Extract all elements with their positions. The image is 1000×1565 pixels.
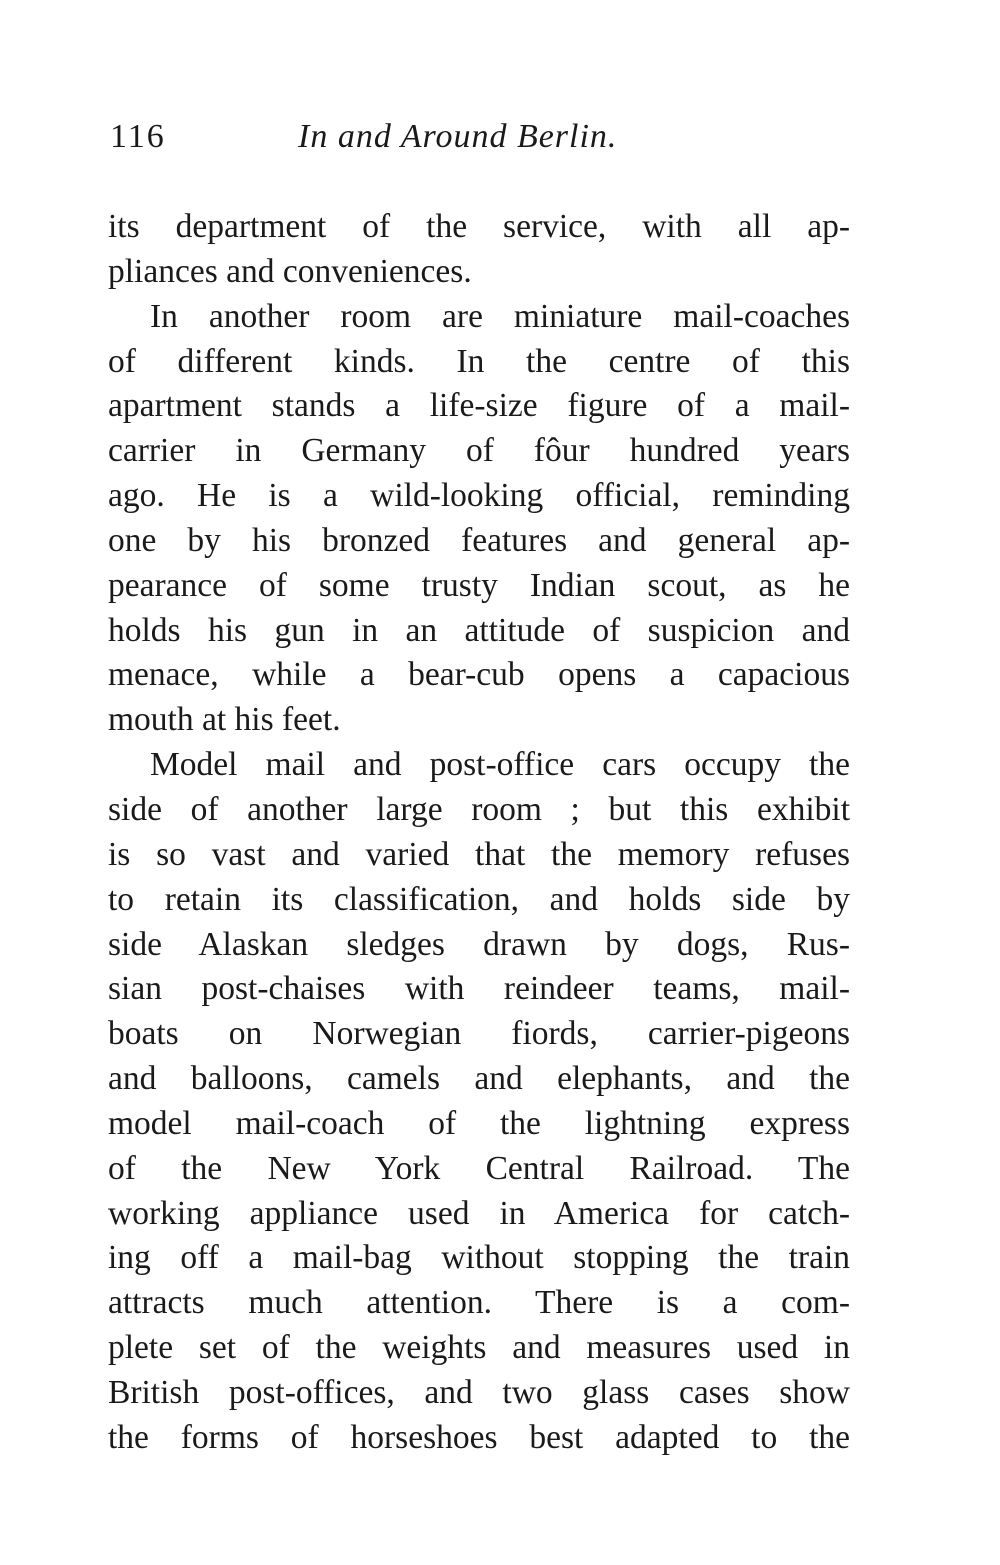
text-line: pliances and conveniences.	[108, 252, 472, 290]
text-line: boats on Norwegian fiords, carrier-pigeons	[108, 1015, 850, 1053]
page-header	[110, 118, 870, 168]
text-line: Model mail and post-office cars occupy the	[150, 746, 850, 784]
text-line: side of another large room ; but this exhibit	[108, 790, 850, 828]
text-line: ing off a mail-bag without stopping the train	[108, 1239, 850, 1277]
text-line: is so vast and varied that the memory refuses	[108, 835, 850, 873]
text-line: British post-offices, and two glass cases show	[108, 1373, 850, 1411]
text-line: carrier in Germany of fôur hundred years	[108, 432, 850, 470]
text-line: menace, while a bear-cub opens a capacious	[108, 656, 850, 694]
text-line: of different kinds. In the centre of this	[108, 342, 850, 380]
text-line: and balloons, camels and elephants, and the	[108, 1060, 850, 1098]
text-line: In another room are miniature mail-coaches	[150, 297, 850, 335]
text-line: apartment stands a life-size figure of a mail-	[108, 387, 850, 425]
text-line: mouth at his feet.	[108, 701, 341, 739]
body-text	[108, 205, 850, 1461]
text-line: model mail-coach of the lightning express	[108, 1104, 850, 1142]
text-line: holds his gun in an attitude of suspicion and	[108, 611, 850, 649]
text-line: pearance of some trusty Indian scout, as he	[108, 566, 850, 604]
text-line: of the New York Central Railroad. The	[108, 1149, 850, 1187]
text-line: one by his bronzed features and general ap-	[108, 521, 850, 559]
text-line: working appliance used in America for catch-	[108, 1194, 850, 1232]
running-title: In and Around Berlin.	[298, 118, 618, 155]
text-line: its department of the service, with all ap-	[108, 208, 850, 245]
text-line: attracts much attention. There is a com-	[108, 1284, 850, 1322]
text-line: plete set of the weights and measures used in	[108, 1329, 850, 1367]
text-line: ago. He is a wild-looking official, reminding	[108, 477, 850, 515]
text-line: side Alaskan sledges drawn by dogs, Rus-	[108, 925, 850, 963]
text-line: the forms of horseshoes best adapted to the	[108, 1418, 850, 1456]
text-line: sian post-chaises with reindeer teams, mail-	[108, 970, 850, 1008]
page-number: 116	[110, 118, 166, 155]
text-line: to retain its classification, and holds side by	[108, 880, 850, 918]
